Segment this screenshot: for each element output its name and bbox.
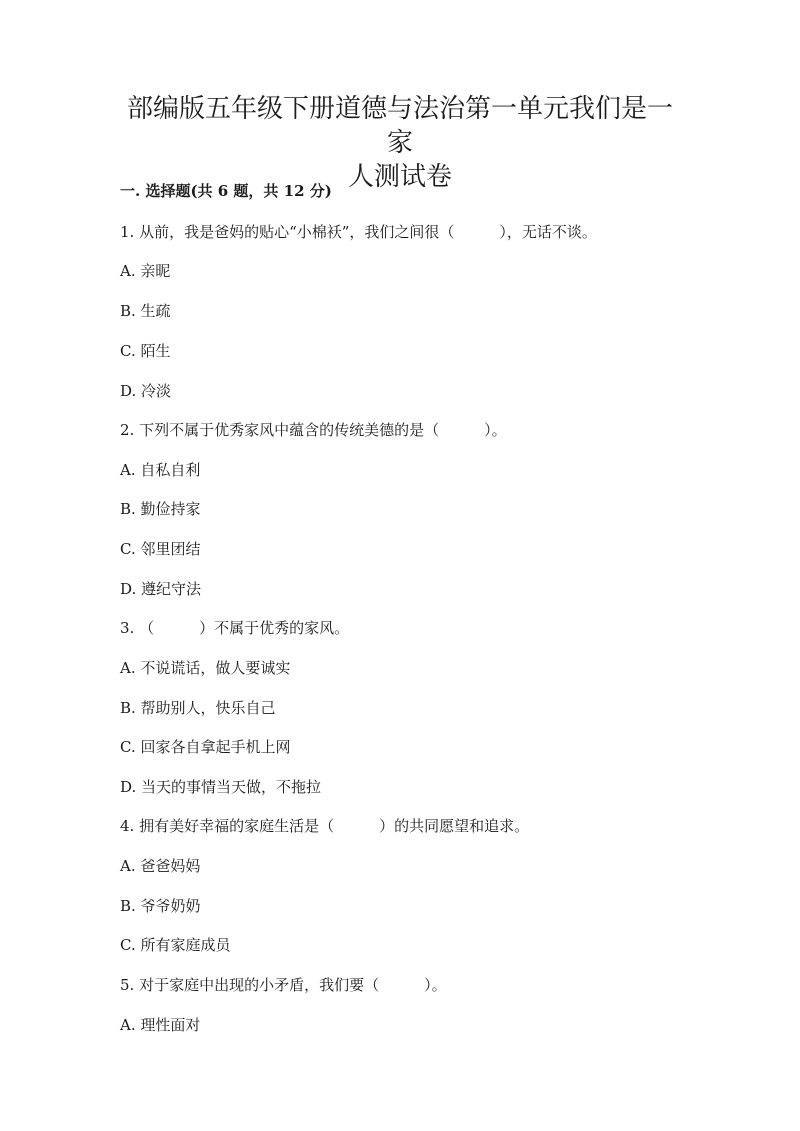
title-line-2: 人测试卷 <box>347 162 452 192</box>
question-option: A. 自私自利 <box>120 461 201 479</box>
question-stem: 5. 对于家庭中出现的小矛盾，我们要（ ）。 <box>120 976 447 994</box>
section-heading: 一. 选择题(共 6 题，共 12 分) <box>120 182 332 200</box>
question-option: C. 邻里团结 <box>120 540 201 558</box>
question-option: D. 当天的事情当天做，不拖拉 <box>120 778 322 796</box>
question-option: D. 遵纪守法 <box>120 580 202 598</box>
question-option: A. 理性面对 <box>120 1016 201 1034</box>
question-option: B. 帮助别人，快乐自己 <box>120 699 276 717</box>
question-option: B. 勤俭持家 <box>120 500 201 518</box>
question-stem: 2. 下列不属于优秀家风中蕴含的传统美德的是（ ）。 <box>120 421 507 439</box>
question-option: A. 爸爸妈妈 <box>120 857 201 875</box>
question-option: C. 陌生 <box>120 342 171 360</box>
question-stem: 3. （ ）不属于优秀的家风。 <box>120 619 350 637</box>
question-option: D. 冷淡 <box>120 382 172 400</box>
question-option: A. 不说谎话，做人要诚实 <box>120 659 291 677</box>
question-option: A. 亲昵 <box>120 262 171 280</box>
question-option: B. 爷爷奶奶 <box>120 897 201 915</box>
title-line-1: 部编版五年级下册道德与法治第一单元我们是一家 <box>126 94 673 158</box>
question-option: B. 生疏 <box>120 302 171 320</box>
question-option: C. 回家各自拿起手机上网 <box>120 738 291 756</box>
document-title <box>120 92 680 194</box>
question-option: C. 所有家庭成员 <box>120 936 231 954</box>
question-stem: 4. 拥有美好幸福的家庭生活是（ ）的共同愿望和追求。 <box>120 817 530 835</box>
question-stem: 1. 从前，我是爸妈的贴心“小棉袄”，我们之间很（ ），无话不谈。 <box>120 223 597 241</box>
